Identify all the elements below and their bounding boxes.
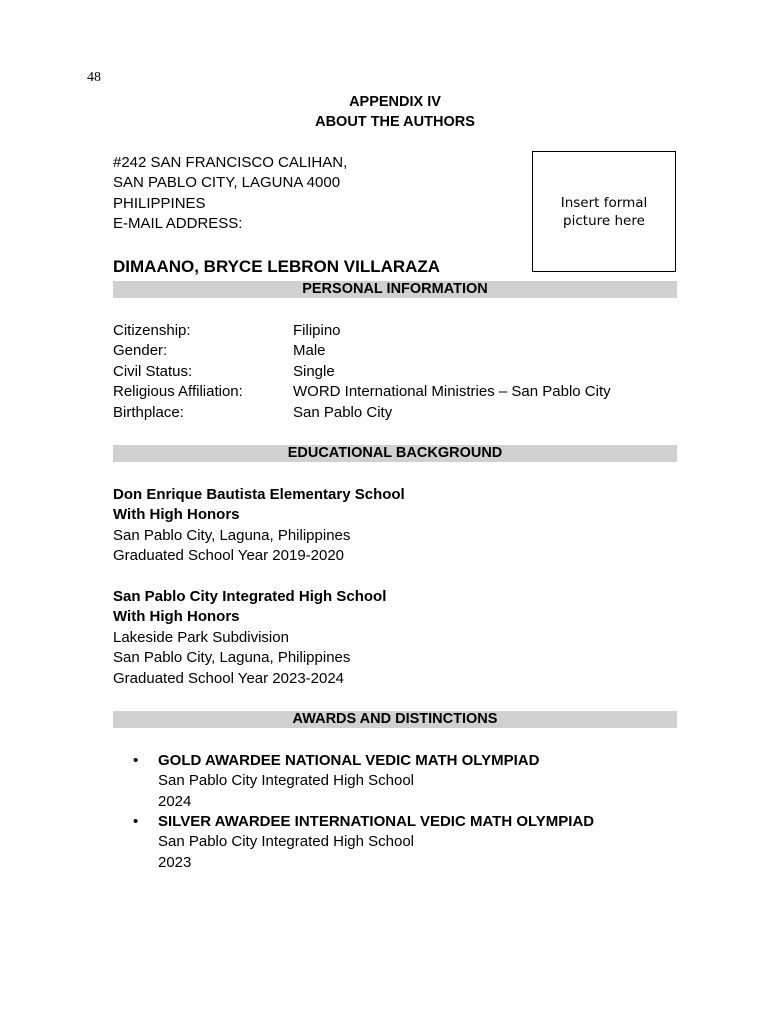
info-label: Birthplace: xyxy=(113,404,184,421)
info-label: Citizenship: xyxy=(113,322,191,339)
school-name: Don Enrique Bautista Elementary School xyxy=(113,486,405,503)
info-label: Gender: xyxy=(113,342,168,359)
education-heading: EDUCATIONAL BACKGROUND xyxy=(113,445,677,462)
school-honor: With High Honors xyxy=(113,506,240,524)
school-name: San Pablo City Integrated High School xyxy=(113,588,387,605)
info-value: WORD International Ministries – San Pablo City xyxy=(293,383,611,400)
school-entry-elementary xyxy=(113,485,405,567)
info-value: Single xyxy=(293,363,335,380)
award-title: SILVER AWARDEE INTERNATIONAL VEDIC MATH OLYMPIAD xyxy=(158,813,595,830)
award-year: 2023 xyxy=(158,853,192,871)
school-detail: Lakeside Park Subdivision xyxy=(113,628,289,646)
award-year: 2024 xyxy=(158,792,192,810)
address-line: #242 SAN FRANCISCO CALIHAN, xyxy=(113,154,348,171)
info-label: Religious Affiliation: xyxy=(113,383,243,400)
bullet-icon: • xyxy=(133,813,139,830)
awards-heading: AWARDS AND DISTINCTIONS xyxy=(113,711,677,728)
award-item-gold xyxy=(158,751,539,812)
award-school: San Pablo City Integrated High School xyxy=(158,772,414,790)
info-row-gender xyxy=(113,341,326,361)
info-row-citizenship xyxy=(113,321,341,341)
photo-placeholder-line: Insert formal xyxy=(560,194,648,211)
award-school: San Pablo City Integrated High School xyxy=(158,833,414,851)
photo-placeholder-line: picture here xyxy=(563,212,645,229)
school-detail: San Pablo City, Laguna, Philippines xyxy=(113,649,351,667)
info-row-religious-affiliation xyxy=(113,382,611,402)
info-value: Male xyxy=(293,342,326,359)
award-title: GOLD AWARDEE NATIONAL VEDIC MATH OLYMPIAD xyxy=(158,752,540,769)
address-block xyxy=(113,153,347,235)
info-value: Filipino xyxy=(293,322,341,339)
school-entry-highschool xyxy=(113,587,386,689)
info-value: San Pablo City xyxy=(293,404,393,421)
school-detail: San Pablo City, Laguna, Philippines xyxy=(113,526,351,544)
email-label: E-MAIL ADDRESS: xyxy=(113,215,243,233)
appendix-subtitle: ABOUT THE AUTHORS xyxy=(315,114,475,130)
info-label: Civil Status: xyxy=(113,363,193,380)
address-line: PHILIPPINES xyxy=(113,194,206,212)
address-line: SAN PABLO CITY, LAGUNA 4000 xyxy=(113,174,341,192)
info-row-civil-status xyxy=(113,362,335,382)
school-detail: Graduated School Year 2019-2020 xyxy=(113,547,345,565)
photo-placeholder xyxy=(532,151,676,272)
award-item-silver xyxy=(158,812,594,873)
page-number: 48 xyxy=(87,70,101,85)
info-row-birthplace xyxy=(113,403,393,423)
school-detail: Graduated School Year 2023-2024 xyxy=(113,669,345,687)
school-honor: With High Honors xyxy=(113,608,240,626)
appendix-title: APPENDIX IV xyxy=(349,94,441,110)
author-name: DIMAANO, BRYCE LEBRON VILLARAZA xyxy=(113,257,441,276)
personal-info-heading: PERSONAL INFORMATION xyxy=(113,281,677,298)
bullet-icon: • xyxy=(133,752,139,769)
